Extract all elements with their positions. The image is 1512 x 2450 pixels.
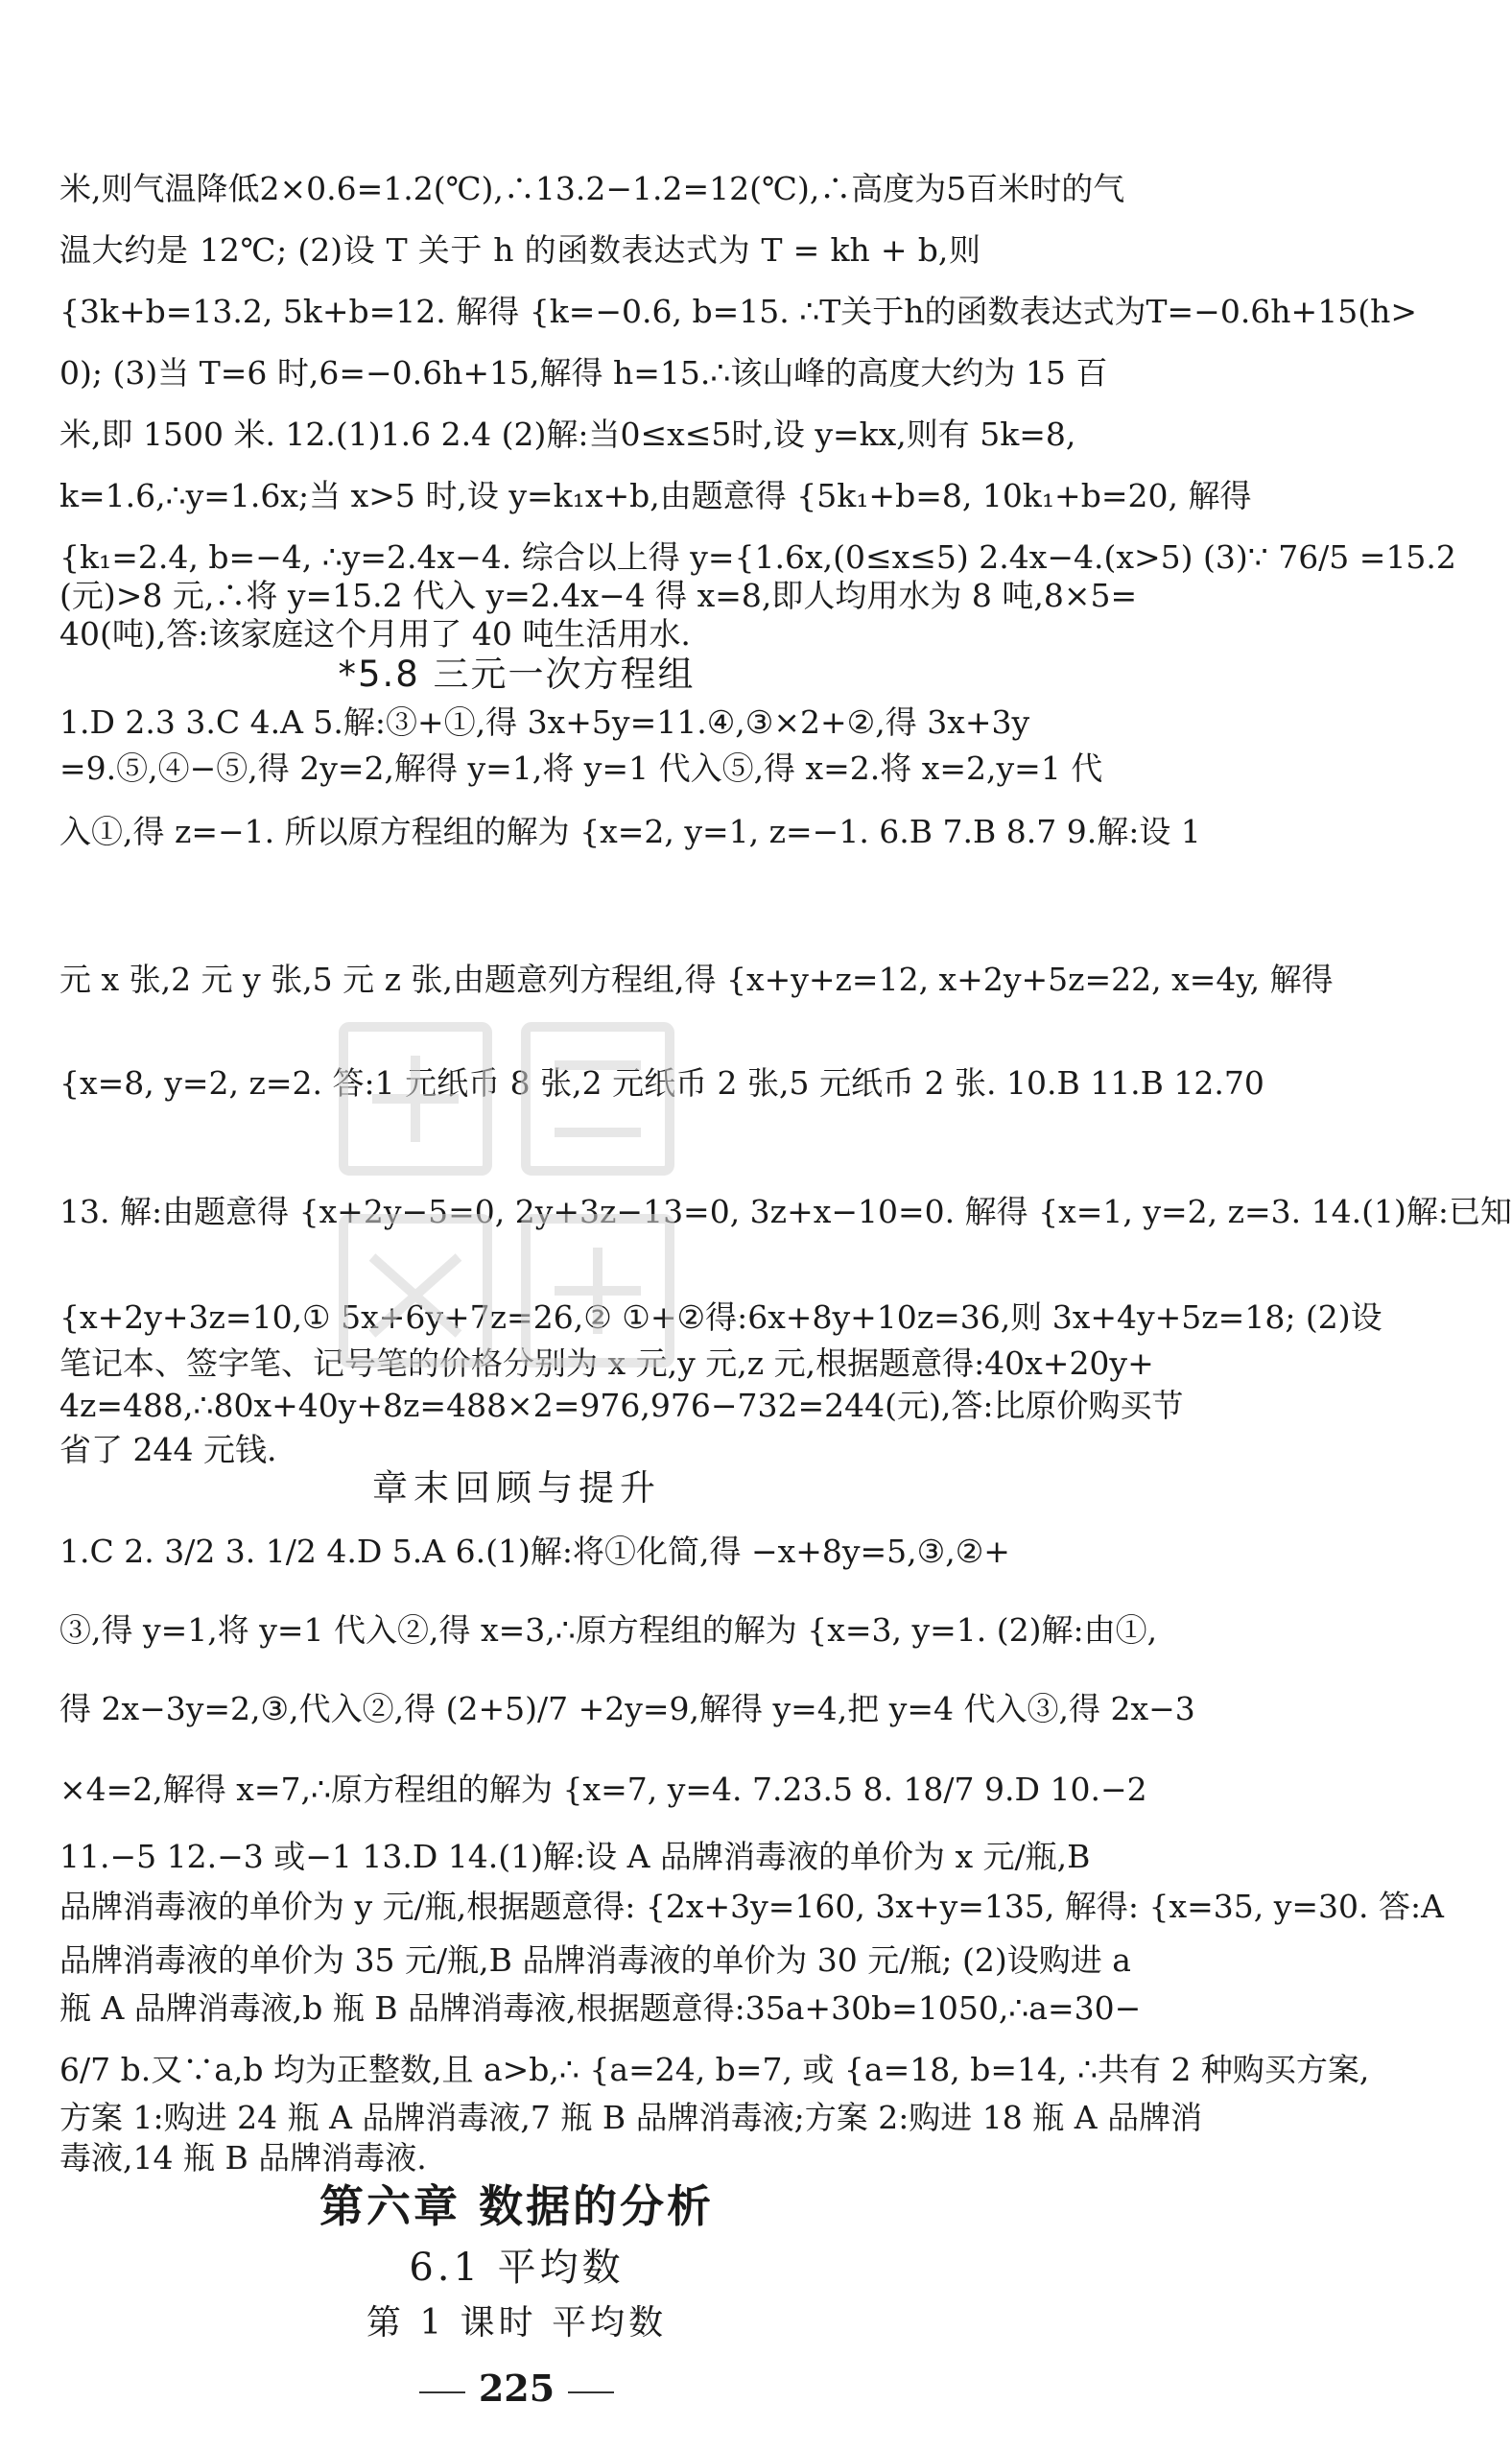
text-line: ×4=2,解得 x=7,∴原方程组的解为 {x=7, y=4. 7.23.5 8. 18/7 9.D 10.−2 <box>59 1771 1147 1808</box>
text-line: 瓶 A 品牌消毒液,b 瓶 B 品牌消毒液,根据题意得:35a+30b=1050,∴a=30− <box>59 1989 1142 2027</box>
text-line: 品牌消毒液的单价为 35 元/瓶,B 品牌消毒液的单价为 30 元/瓶; (2)设购进 a <box>59 1941 1131 1979</box>
page-number-dash-right <box>568 2391 614 2393</box>
text-line: 0); (3)当 T=6 时,6=−0.6h+15,解得 h=15.∴该山峰的高度大约为 15 百 <box>59 354 1108 392</box>
page-number <box>0 2367 1033 2410</box>
text-line: 11.−5 12.−3 或−1 13.D 14.(1)解:设 A 品牌消毒液的单价为 x 元/瓶,B <box>59 1838 1091 1875</box>
page-number-value: 225 <box>478 2367 555 2410</box>
chapter-title: 第六章 数据的分析 <box>319 2180 714 2232</box>
text-line: {x=8, y=2, z=2. 答:1 元纸币 8 张,2 元纸币 2 张,5 元纸币 2 张. 10.B 11.B 12.70 <box>59 1064 1264 1102</box>
text-line: 省了 244 元钱. <box>59 1431 277 1468</box>
text-line: 40(吨),答:该家庭这个月用了 40 吨生活用水. <box>59 615 691 653</box>
text-line: 入①,得 z=−1. 所以原方程组的解为 {x=2, y=1, z=−1. 6.B 7.B 8.7 9.解:设 1 <box>59 813 1201 850</box>
text-line: 米,即 1500 米. 12.(1)1.6 2.4 (2)解:当0≤x≤5时,设 y=kx,则有 5k=8, <box>59 416 1076 453</box>
section-heading-review: 章末回顾与提升 <box>372 1467 661 1509</box>
text-line: 13. 解:由题意得 {x+2y−5=0, 2y+3z−13=0, 3z+x−10=0. 解得 {x=1, y=2, z=3. 14.(1)解:已知 <box>59 1193 1512 1230</box>
text-line: 得 2x−3y=2,③,代入②,得 (2+5)/7 +2y=9,解得 y=4,把 y=4 代入③,得 2x−3 <box>59 1690 1195 1727</box>
text-line: 6/7 b.又∵a,b 均为正整数,且 a>b,∴ {a=24, b=7, 或 {a=18, b=14, ∴共有 2 种购买方案, <box>59 2051 1370 2088</box>
text-line: 1.D 2.3 3.C 4.A 5.解:③+①,得 3x+5y=11.④,③×2+②,得 3x+3y <box>59 703 1030 741</box>
text-line: 毒液,14 瓶 B 品牌消毒液. <box>59 2139 427 2176</box>
text-line: 方案 1:购进 24 瓶 A 品牌消毒液,7 瓶 B 品牌消毒液;方案 2:购进 18 瓶 A 品牌消 <box>59 2099 1203 2136</box>
text-line: 温大约是 12℃; (2)设 T 关于 h 的函数表达式为 T = kh + b,则 <box>59 231 980 269</box>
section-heading-5-8: *5.8 三元一次方程组 <box>338 654 696 695</box>
text-line: {k₁=2.4, b=−4, ∴y=2.4x−4. 综合以上得 y={1.6x,(0≤x≤5) 2.4x−4.(x>5) (3)∵ 76/5 =15.2 <box>59 538 1456 576</box>
text-line: 1.C 2. 3/2 3. 1/2 4.D 5.A 6.(1)解:将①化简,得 −x+8y=5,③,②+ <box>59 1533 1010 1570</box>
text-line: 米,则气温降低2×0.6=1.2(℃),∴13.2−1.2=12(℃),∴高度为5百米时的气 <box>59 170 1125 207</box>
text-line: =9.⑤,④−⑤,得 2y=2,解得 y=1,将 y=1 代入⑤,得 x=2.将 x=2,y=1 代 <box>59 749 1103 787</box>
text-line: 元 x 张,2 元 y 张,5 元 z 张,由题意列方程组,得 {x+y+z=12, x+2y+5z=22, x=4y, 解得 <box>59 961 1334 998</box>
lesson-heading: 第 1 课时 平均数 <box>366 2303 668 2343</box>
text-line: 品牌消毒液的单价为 y 元/瓶,根据题意得: {2x+3y=160, 3x+y=135, 解得: {x=35, y=30. 答:A <box>59 1888 1444 1925</box>
text-line: (元)>8 元,∴将 y=15.2 代入 y=2.4x−4 得 x=8,即人均用水为 8 吨,8×5= <box>59 577 1138 614</box>
text-line: 4z=488,∴80x+40y+8z=488×2=976,976−732=244(元),答:比原价购买节 <box>59 1387 1184 1424</box>
text-line: {x+2y+3z=10,① 5x+6y+7z=26,② ①+②得:6x+8y+10z=36,则 3x+4y+5z=18; (2)设 <box>59 1298 1382 1336</box>
text-line: ③,得 y=1,将 y=1 代入②,得 x=3,∴原方程组的解为 {x=3, y=1. (2)解:由①, <box>59 1611 1158 1649</box>
text-line: 笔记本、签字笔、记号笔的价格分别为 x 元,y 元,z 元,根据题意得:40x+20y+ <box>59 1344 1154 1382</box>
page-number-dash-left <box>419 2391 465 2393</box>
watermark-graphic <box>305 988 708 1401</box>
text-line: k=1.6,∴y=1.6x;当 x>5 时,设 y=k₁x+b,由题意得 {5k₁+b=8, 10k₁+b=20, 解得 <box>59 477 1252 514</box>
text-line: {3k+b=13.2, 5k+b=12. 解得 {k=−0.6, b=15. ∴T关于h的函数表达式为T=−0.6h+15(h> <box>59 293 1417 330</box>
section-heading-6-1: 6.1 平均数 <box>409 2246 625 2290</box>
